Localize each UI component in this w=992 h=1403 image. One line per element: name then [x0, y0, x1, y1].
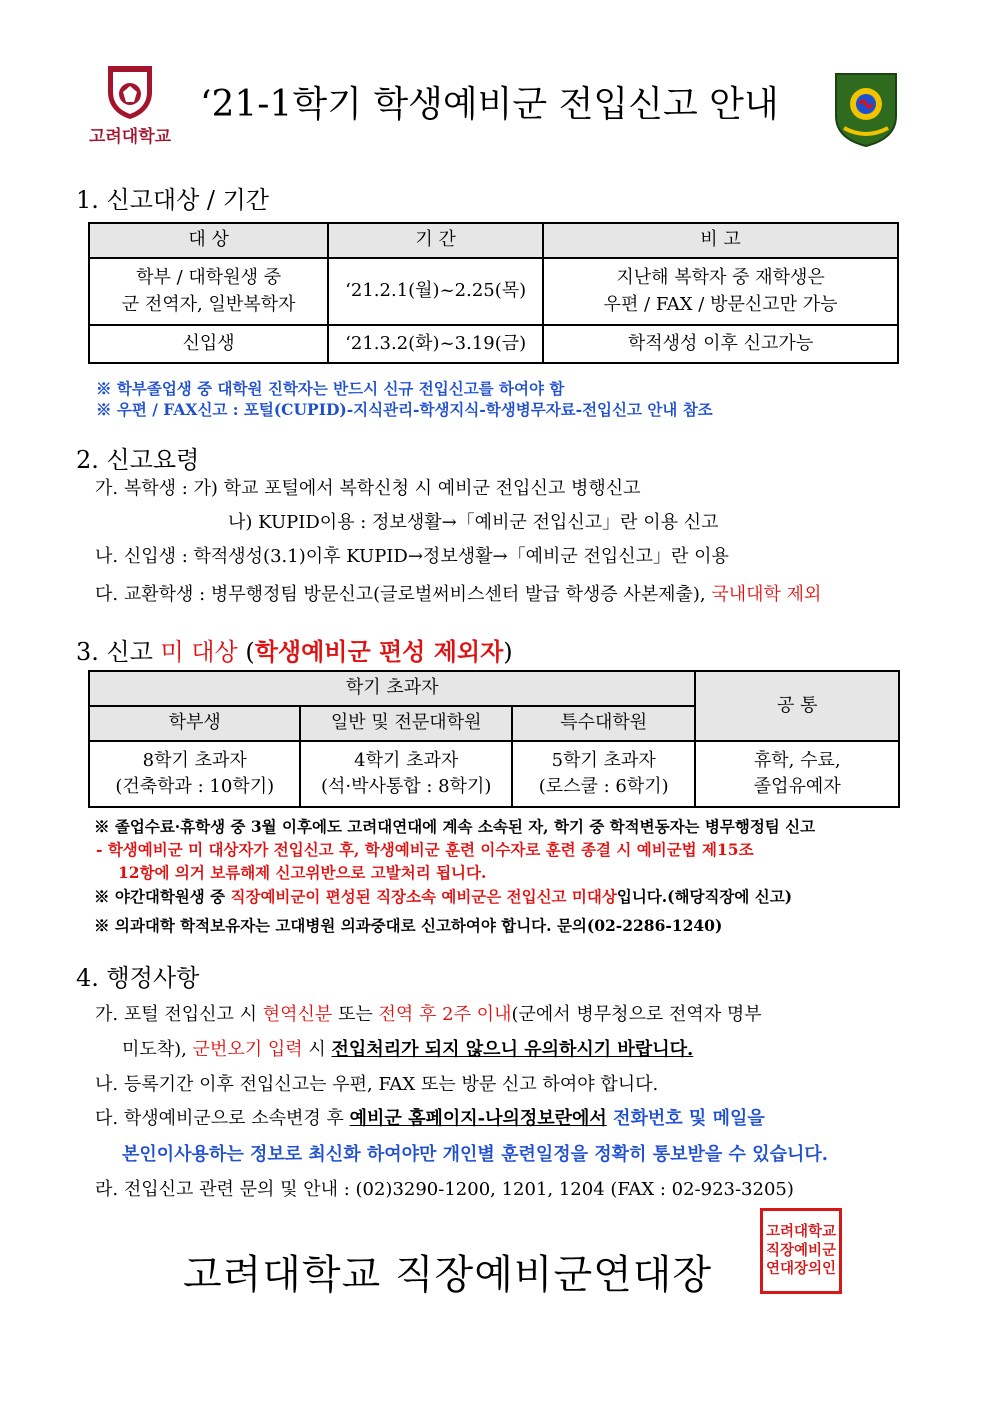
th-graduate: 일반 및 전문대학원	[300, 706, 511, 741]
page-title: ‘21-1학기 학생예비군 전입신고 안내	[200, 84, 779, 125]
tiger-crest-icon	[104, 62, 156, 120]
section1-note: ※ 학부졸업생 중 대학원 진학자는 반드시 신규 전입신고를 하여야 함	[96, 379, 565, 398]
cell-period: ‘21.2.1(월)~2.25(목)	[328, 258, 543, 325]
th-period: 기 간	[328, 223, 543, 258]
section3-warning: - 학생예비군 미 대상자가 전입신고 후, 학생예비군 훈련 이수자로 훈련 종결 시 예비군법 제15조	[96, 840, 754, 859]
section1-heading: 1. 신고대상 / 기간	[76, 186, 269, 214]
section2-heading: 2. 신고요령	[76, 446, 200, 474]
cell-undergrad: 8학기 초과자 (건축학과 : 10학기)	[89, 741, 300, 807]
admin-line: 미도착), 군번오기 입력 시 전입처리가 되지 않으니 유의하시기 바랍니다.	[122, 1039, 694, 1060]
procedure-line: 다. 교환학생 : 병무행정팀 방문신고(글로벌써비스센터 발급 학생증 사본제출), 국내대학 제외	[95, 584, 822, 605]
section4-heading: 4. 행정사항	[76, 964, 200, 992]
section3-note: ※ 졸업수료·휴학생 중 3월 이후에도 고려대연대에 계속 소속된 자, 학기 중 학적변동자는 병무행정팀 신고	[94, 817, 816, 836]
th-common: 공 통	[695, 671, 899, 741]
th-semester-exceeded: 학기 초과자	[89, 671, 695, 706]
admin-line: 가. 포털 전입신고 시 현역신분 또는 전역 후 2주 이내(군에서 병무청으로 전역자 명부	[95, 1004, 762, 1025]
procedure-line: 나. 신입생 : 학적생성(3.1)이후 KUPID→정보생활→「예비군 전입신고」란 이용	[95, 546, 729, 567]
target-period-table	[88, 222, 899, 364]
th-target: 대 상	[89, 223, 328, 258]
signature: 고려대학교 직장예비군연대장	[183, 1252, 713, 1298]
cell-graduate: 4학기 초과자 (석·박사통합 : 8학기)	[300, 741, 511, 807]
table-row	[89, 258, 898, 325]
cell-note: 학적생성 이후 신고가능	[543, 325, 898, 363]
procedure-line: 가. 복학생 : 가) 학교 포털에서 복학신청 시 예비군 전입신고 병행신고	[95, 478, 641, 499]
section3-note: ※ 의과대학 학적보유자는 고대병원 의과중대로 신고하여야 합니다. 문의(02-2286-1240)	[94, 916, 723, 935]
cell-target: 학부 / 대학원생 중 군 전역자, 일반복학자	[89, 258, 328, 325]
cell-period: ‘21.3.2(화)~3.19(금)	[328, 325, 543, 363]
admin-line: 나. 등록기간 이후 전입신고는 우편, FAX 또는 방문 신고 하여야 합니다.	[95, 1074, 659, 1095]
th-undergrad: 학부생	[89, 706, 300, 741]
th-note: 비 고	[543, 223, 898, 258]
official-seal: 고려대학교 직장예비군 연대장의인	[760, 1208, 842, 1294]
univ-name: 고려대학교	[88, 127, 172, 147]
table-row	[89, 325, 898, 363]
reserve-emblem-icon	[832, 70, 900, 148]
procedure-line: 나) KUPID이용 : 정보생활→「예비군 전입신고」란 이용 신고	[228, 512, 719, 533]
admin-line: 본인이사용하는 정보로 최신화 하여야만 개인별 훈련일정을 정확히 통보받을 수 있습니다.	[122, 1144, 829, 1165]
section3-heading: 3. 신고 미 대상 (학생예비군 편성 제외자)	[76, 637, 513, 666]
korea-university-logo	[82, 62, 178, 148]
excluded-table	[88, 670, 900, 808]
table-row	[89, 741, 899, 807]
cell-common: 휴학, 수료, 졸업유예자	[695, 741, 899, 807]
cell-note: 지난해 복학자 중 재학생은 우편 / FAX / 방문신고만 가능	[543, 258, 898, 325]
admin-line: 다. 학생예비군으로 소속변경 후 예비군 홈페이지-나의정보란에서 전화번호 및 메일을	[95, 1108, 765, 1129]
section3-warning: 12항에 의거 보류해제 신고위반으로 고발처리 됩니다.	[118, 863, 487, 882]
cell-special-graduate: 5학기 초과자 (로스쿨 : 6학기)	[512, 741, 696, 807]
admin-line: 라. 전입신고 관련 문의 및 안내 : (02)3290-1200, 1201, 1204 (FAX : 02-923-3205)	[95, 1179, 794, 1200]
th-special-graduate: 특수대학원	[512, 706, 696, 741]
reserve-forces-emblem	[832, 70, 900, 148]
section3-note: ※ 야간대학원생 중 직장예비군이 편성된 직장소속 예비군은 전입신고 미대상입니다.(해당직장에 신고)	[94, 887, 793, 906]
cell-target: 신입생	[89, 325, 328, 363]
section1-note: ※ 우편 / FAX신고 : 포털(CUPID)-지식관리-학생지식-학생병무자료-전입신고 안내 참조	[96, 400, 713, 419]
